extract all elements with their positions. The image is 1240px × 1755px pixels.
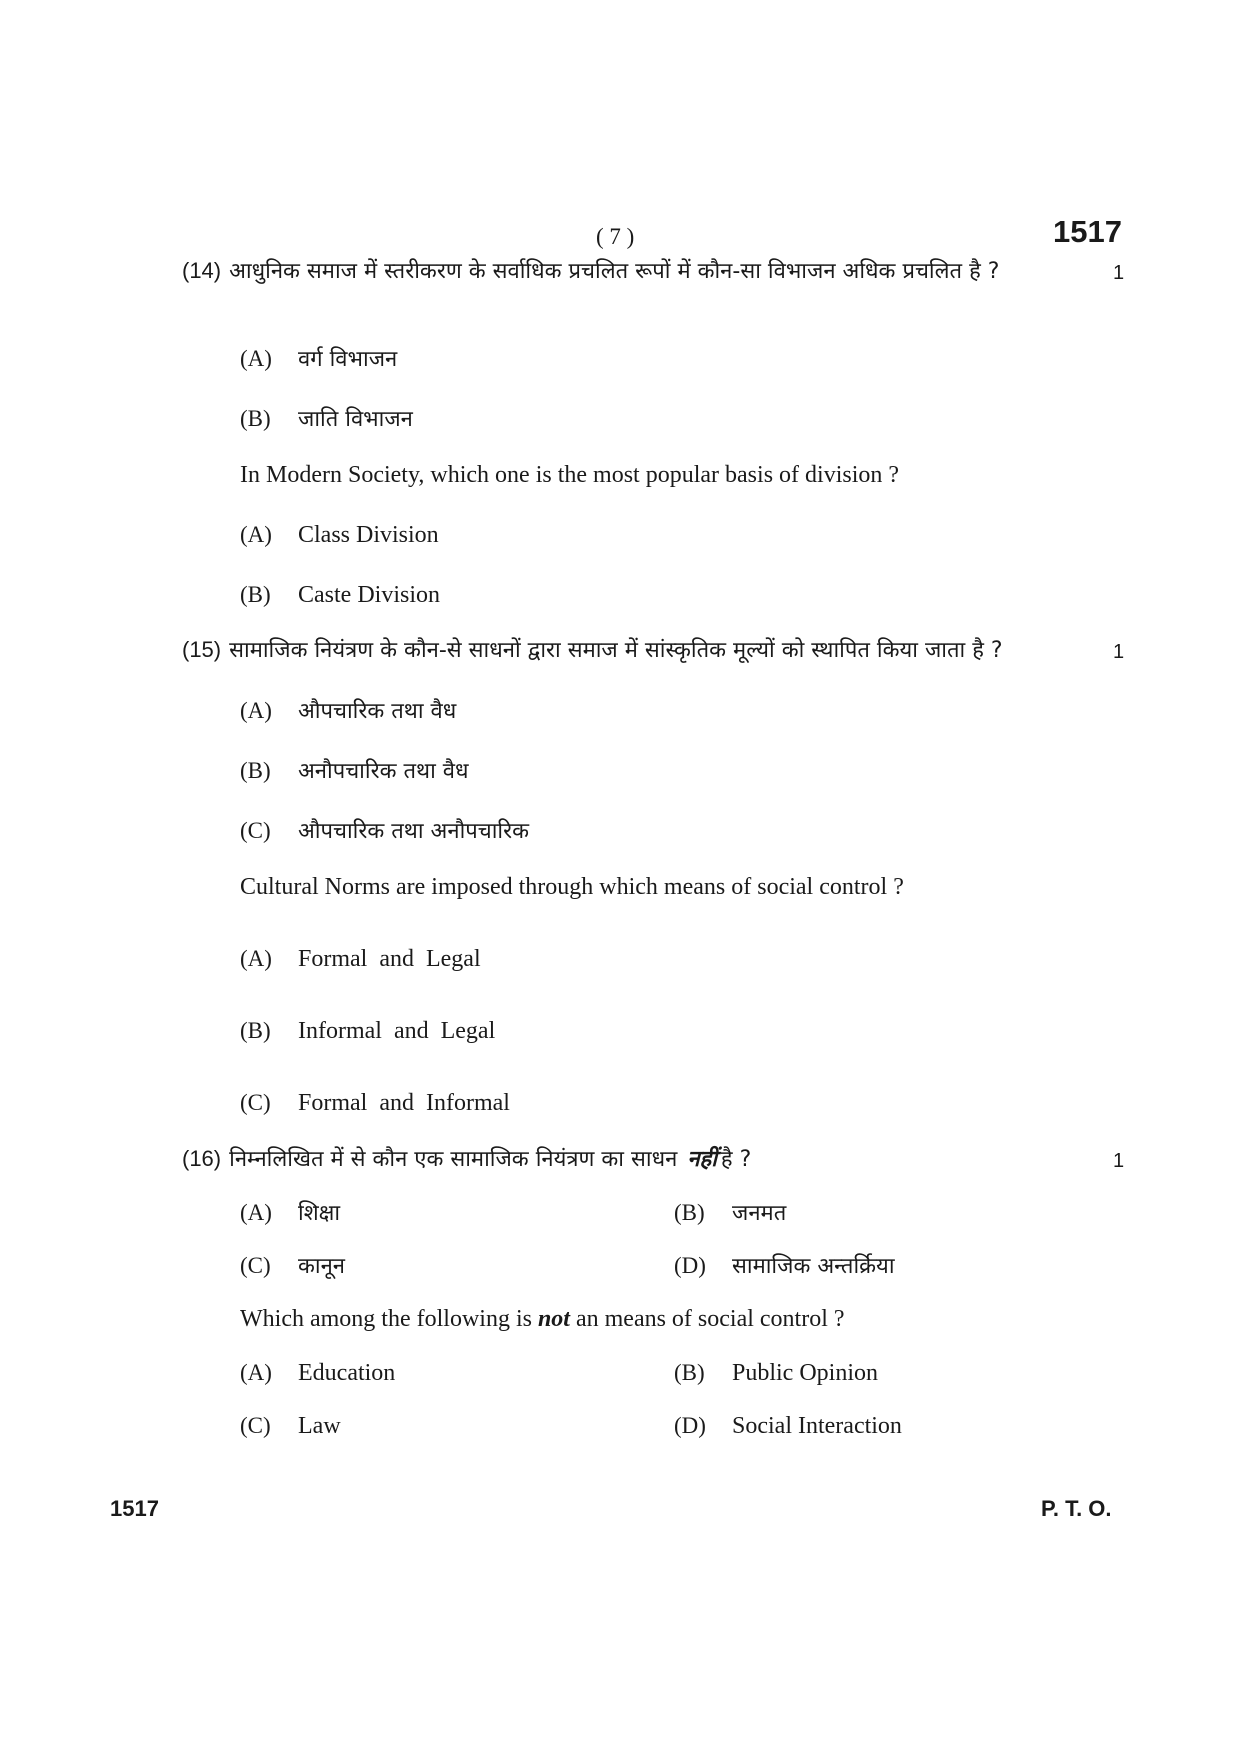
option-b-hindi — [240, 403, 413, 433]
option-text: Law — [298, 1413, 341, 1439]
option-label: (B) — [240, 406, 271, 431]
option-text: वर्ग विभाजन — [298, 347, 398, 372]
option-text: कानून — [298, 1254, 346, 1279]
option-label: (B) — [674, 1200, 705, 1225]
question-16-english — [240, 1306, 845, 1333]
option-label: (B) — [240, 582, 271, 607]
option-label: (A) — [240, 1360, 272, 1385]
question-number: (16) — [182, 1146, 222, 1171]
option-text: अनौपचारिक तथा वैध — [298, 759, 469, 784]
question-text: आधुनिक समाज में स्तरीकरण के सर्वाधिक प्रचलित रूपों में कौन-सा विभाजन अधिक प्रचलित है ? — [229, 259, 1000, 284]
question-text: निम्नलिखित में से कौन एक सामाजिक नियंत्रण का साधन — [229, 1147, 678, 1172]
question-text-end: है ? — [720, 1147, 752, 1172]
option-text: Caste Division — [298, 582, 440, 608]
option-a-english — [240, 1360, 395, 1387]
question-number: (14) — [182, 258, 222, 283]
paper-code-header: 1517 — [1053, 214, 1122, 249]
option-a-hindi — [240, 343, 397, 373]
question-text: Which among the following is — [240, 1306, 532, 1332]
pto-label: P. T. O. — [1041, 1496, 1112, 1521]
question-emphasis: नहीं — [687, 1147, 717, 1172]
option-label: (D) — [674, 1413, 706, 1438]
option-label: (B) — [674, 1360, 705, 1385]
option-text: Education — [298, 1360, 396, 1386]
option-text: Formal and Informal — [298, 1090, 510, 1116]
option-label: (A) — [240, 698, 272, 723]
marks: 1 — [1113, 1150, 1125, 1172]
question-text: सामाजिक नियंत्रण के कौन-से साधनों द्वारा समाज में सांस्कृतिक मूल्यों को स्थापित किया जाता है ? — [229, 638, 1003, 663]
option-label: (C) — [240, 1090, 271, 1115]
option-d-english — [674, 1413, 902, 1440]
marks: 1 — [1113, 641, 1125, 663]
option-label: (A) — [240, 522, 272, 547]
paper-code-footer: 1517 — [110, 1496, 159, 1521]
question-15-hindi — [182, 634, 1127, 664]
option-c-hindi — [240, 1250, 345, 1280]
question-14-english: In Modern Society, which one is the most popular basis of division ? — [240, 462, 900, 488]
option-b-english — [240, 582, 440, 609]
option-a-english — [240, 522, 439, 549]
option-label: (B) — [240, 1018, 271, 1043]
option-text: सामाजिक अन्तर्क्रिया — [732, 1254, 895, 1279]
option-label: (C) — [240, 1253, 271, 1278]
option-text: Formal and Legal — [298, 946, 481, 972]
page-number: ( 7 ) — [596, 224, 635, 249]
question-number: (15) — [182, 637, 222, 662]
option-c-english — [240, 1413, 341, 1440]
question-emphasis: not — [537, 1306, 570, 1332]
question-16-hindi — [182, 1143, 751, 1173]
option-text: औपचारिक तथा वैध — [298, 699, 457, 724]
option-b-english — [240, 1018, 495, 1045]
option-label: (A) — [240, 1200, 272, 1225]
option-d-hindi — [674, 1250, 895, 1280]
question-text-end: an means of social control ? — [575, 1306, 845, 1332]
option-label: (D) — [674, 1253, 706, 1278]
option-text: Class Division — [298, 522, 439, 548]
option-label: (C) — [240, 818, 271, 843]
marks: 1 — [1113, 262, 1125, 284]
option-b-hindi — [674, 1197, 786, 1227]
option-text: औपचारिक तथा अनौपचारिक — [298, 819, 530, 844]
option-b-english — [674, 1360, 878, 1387]
option-text: Informal and Legal — [298, 1018, 496, 1044]
option-label: (B) — [240, 758, 271, 783]
option-text: Public Opinion — [732, 1360, 879, 1386]
question-15-english: Cultural Norms are imposed through which means of social control ? — [240, 874, 904, 900]
option-c-english — [240, 1090, 510, 1117]
option-a-hindi — [240, 1197, 340, 1227]
option-text: Social Interaction — [732, 1413, 902, 1439]
option-label: (A) — [240, 946, 272, 971]
question-14-hindi — [182, 255, 1127, 285]
option-b-hindi — [240, 755, 469, 785]
option-label: (C) — [240, 1413, 271, 1438]
option-a-hindi — [240, 695, 456, 725]
option-label: (A) — [240, 346, 272, 371]
option-text: जनमत — [732, 1201, 787, 1226]
option-c-hindi — [240, 815, 529, 845]
option-a-english — [240, 946, 481, 973]
option-text: जाति विभाजन — [298, 407, 413, 432]
option-text: शिक्षा — [298, 1201, 341, 1226]
